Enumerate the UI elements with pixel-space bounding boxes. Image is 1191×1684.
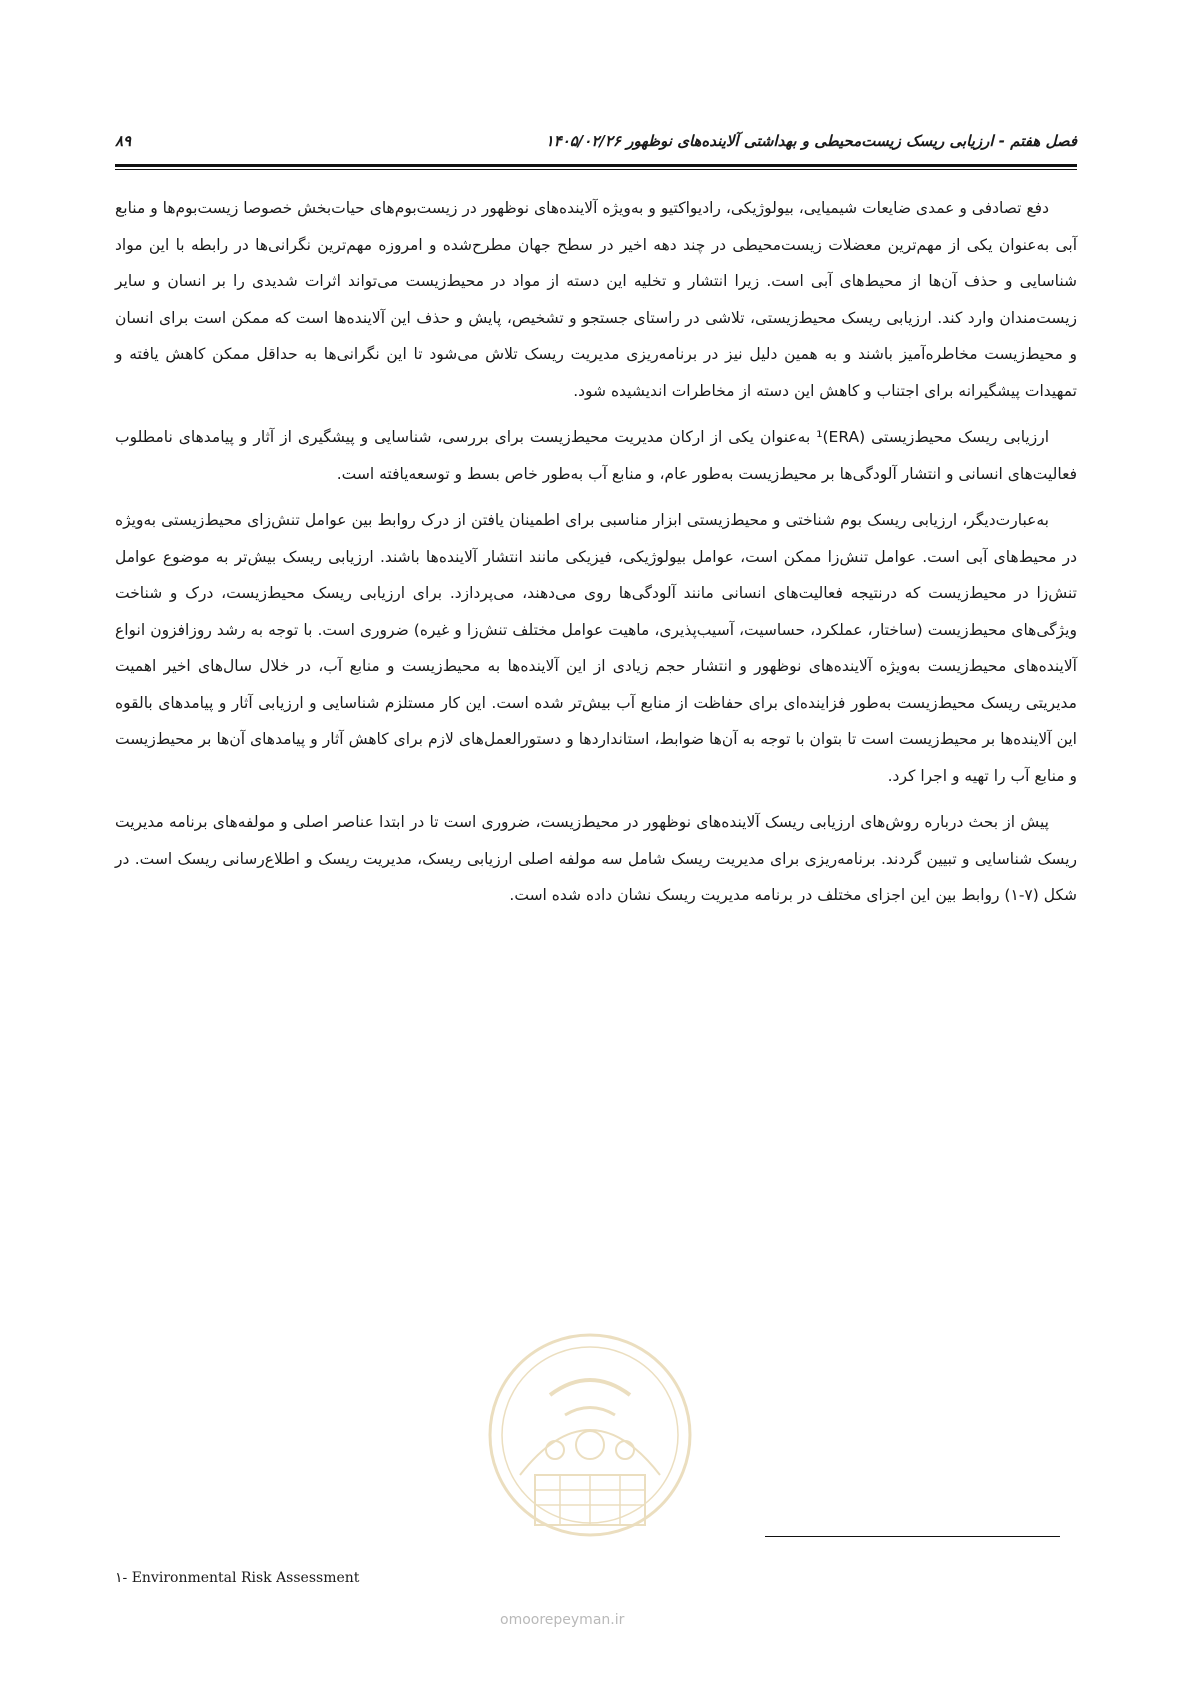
watermark-url: omoorepeyman.ir bbox=[500, 1612, 625, 1628]
paragraph-4: پیش از بحث درباره روش‌های ارزیابی ریسک آلاینده‌های نوظهور در محیط‌زیست، ضروری است تا در ابتدا عناصر اصلی و مولفه‌های برنامه مدیریت ریسک شناسایی و تبیین گردند. برنامه‌ریزی برای مدیریت ریسک شامل سه مولفه اصلی ارزیابی ریسک، مدیریت ریسک و اطلاع‌رسانی ریسک است. در شکل (۷-۱) روابط بین این اجزای مختلف در برنامه مدیریت ریسک نشان داده شده است. bbox=[115, 813, 1077, 904]
header-rule bbox=[115, 164, 1077, 167]
paragraph-2: ارزیابی ریسک محیط‌زیستی (ERA)¹ به‌عنوان یکی از ارکان مدیریت محیط‌زیست برای بررسی، شناسایی و پیشگیری از آثار و پیامدهای نامطلوب فعالیت‌های انسانی و انتشار آلودگی‌ها بر محیط‌زیست به‌طور عام، و منابع آب به‌طور خاص بسط و توسعه‌یافته است. bbox=[115, 428, 1077, 483]
chapter-title: فصل هفتم - ارزیابی ریسک زیست‌محیطی و بهداشتی آلاینده‌های نوظهور ۱۴۰۵/۰۲/۲۶ bbox=[545, 132, 1077, 150]
footnote: ۱- Environmental Risk Assessment bbox=[115, 1570, 360, 1586]
header-rule-thin bbox=[115, 169, 1077, 170]
watermark-logo-icon bbox=[480, 1325, 700, 1565]
body-text bbox=[115, 190, 1077, 924]
paragraph-3: به‌عبارت‌دیگر، ارزیابی ریسک بوم شناختی و محیط‌زیستی ابزار مناسبی برای اطمینان یافتن از درک روابط بین عوامل تنش‌زای محیط‌زیستی به‌ویژه در محیط‌های آبی است. عوامل تنش‌زا ممکن است، عوامل بیولوژیکی، فیزیکی مانند انتشار آلاینده‌ها باشند. ارزیابی ریسک بیش‌تر به موضوع عوامل تنش‌زا در محیط‌زیست که درنتیجه فعالیت‌های انسانی مانند آلودگی‌ها روی می‌دهند، می‌پردازد. برای ارزیابی ریسک محیط‌زیست، درک و شناخت ویژگی‌های محیط‌زیست (ساختار، عملکرد، حساسیت، آسیب‌پذیری، ماهیت عوامل مختلف تنش‌زا و غیره) ضروری است. با توجه به رشد روزافزون انواع آلاینده‌های محیط‌زیست به‌ویژه آلاینده‌های نوظهور و انتشار حجم زیادی از این آلاینده‌ها به محیط‌زیست و منابع آب، در خلال سال‌های اخیر اهمیت مدیریتی ریسک محیط‌زیست به‌طور فزاینده‌ای برای حفاظت از منابع آب بیش‌تر شده است. این کار مستلزم شناسایی و ارزیابی آثار و پیامدهای بالقوه این آلاینده‌ها بر محیط‌زیست است تا بتوان با توجه به آن‌ها ضوابط، استانداردها و دستورالعمل‌های لازم برای کاهش آثار و پیامدهای آن‌ها بر محیط‌زیست و منابع آب را تهیه و اجرا کرد. bbox=[115, 511, 1077, 785]
page-header bbox=[115, 128, 1077, 158]
footnote-rule bbox=[765, 1536, 1060, 1537]
paragraph-1: دفع تصادفی و عمدی ضایعات شیمیایی، بیولوژیکی، رادیواکتیو و به‌ویژه آلاینده‌های نوظهور در زیست‌بوم‌های حیات‌بخش خصوصا زیست‌بوم‌ها و منابع آبی به‌عنوان یکی از مهم‌ترین معضلات زیست‌محیطی در چند دهه اخیر در سطح جهان مطرح‌شده و امروزه مهم‌ترین نگرانی‌ها در رابطه با این مواد شناسایی و حذف آن‌ها از محیط‌های آبی است. زیرا انتشار و تخلیه این دسته از مواد در محیط‌زیست می‌تواند اثرات شدیدی را بر انسان و سایر زیست‌مندان وارد کند. ارزیابی ریسک محیط‌زیستی، تلاشی در راستای جستجو و تشخیص، پایش و حذف این آلاینده‌ها است که ممکن است برای انسان و محیط‌زیست مخاطره‌آمیز باشند و به همین دلیل نیز در برنامه‌ریزی مدیریت ریسک تلاش می‌شود تا این نگرانی‌ها به حداقل ممکن کاهش یافته و تمهیدات پیشگیرانه برای اجتناب و کاهش این دسته از مخاطرات اندیشیده شود. bbox=[115, 199, 1077, 400]
page-number: ۸۹ bbox=[115, 132, 132, 150]
